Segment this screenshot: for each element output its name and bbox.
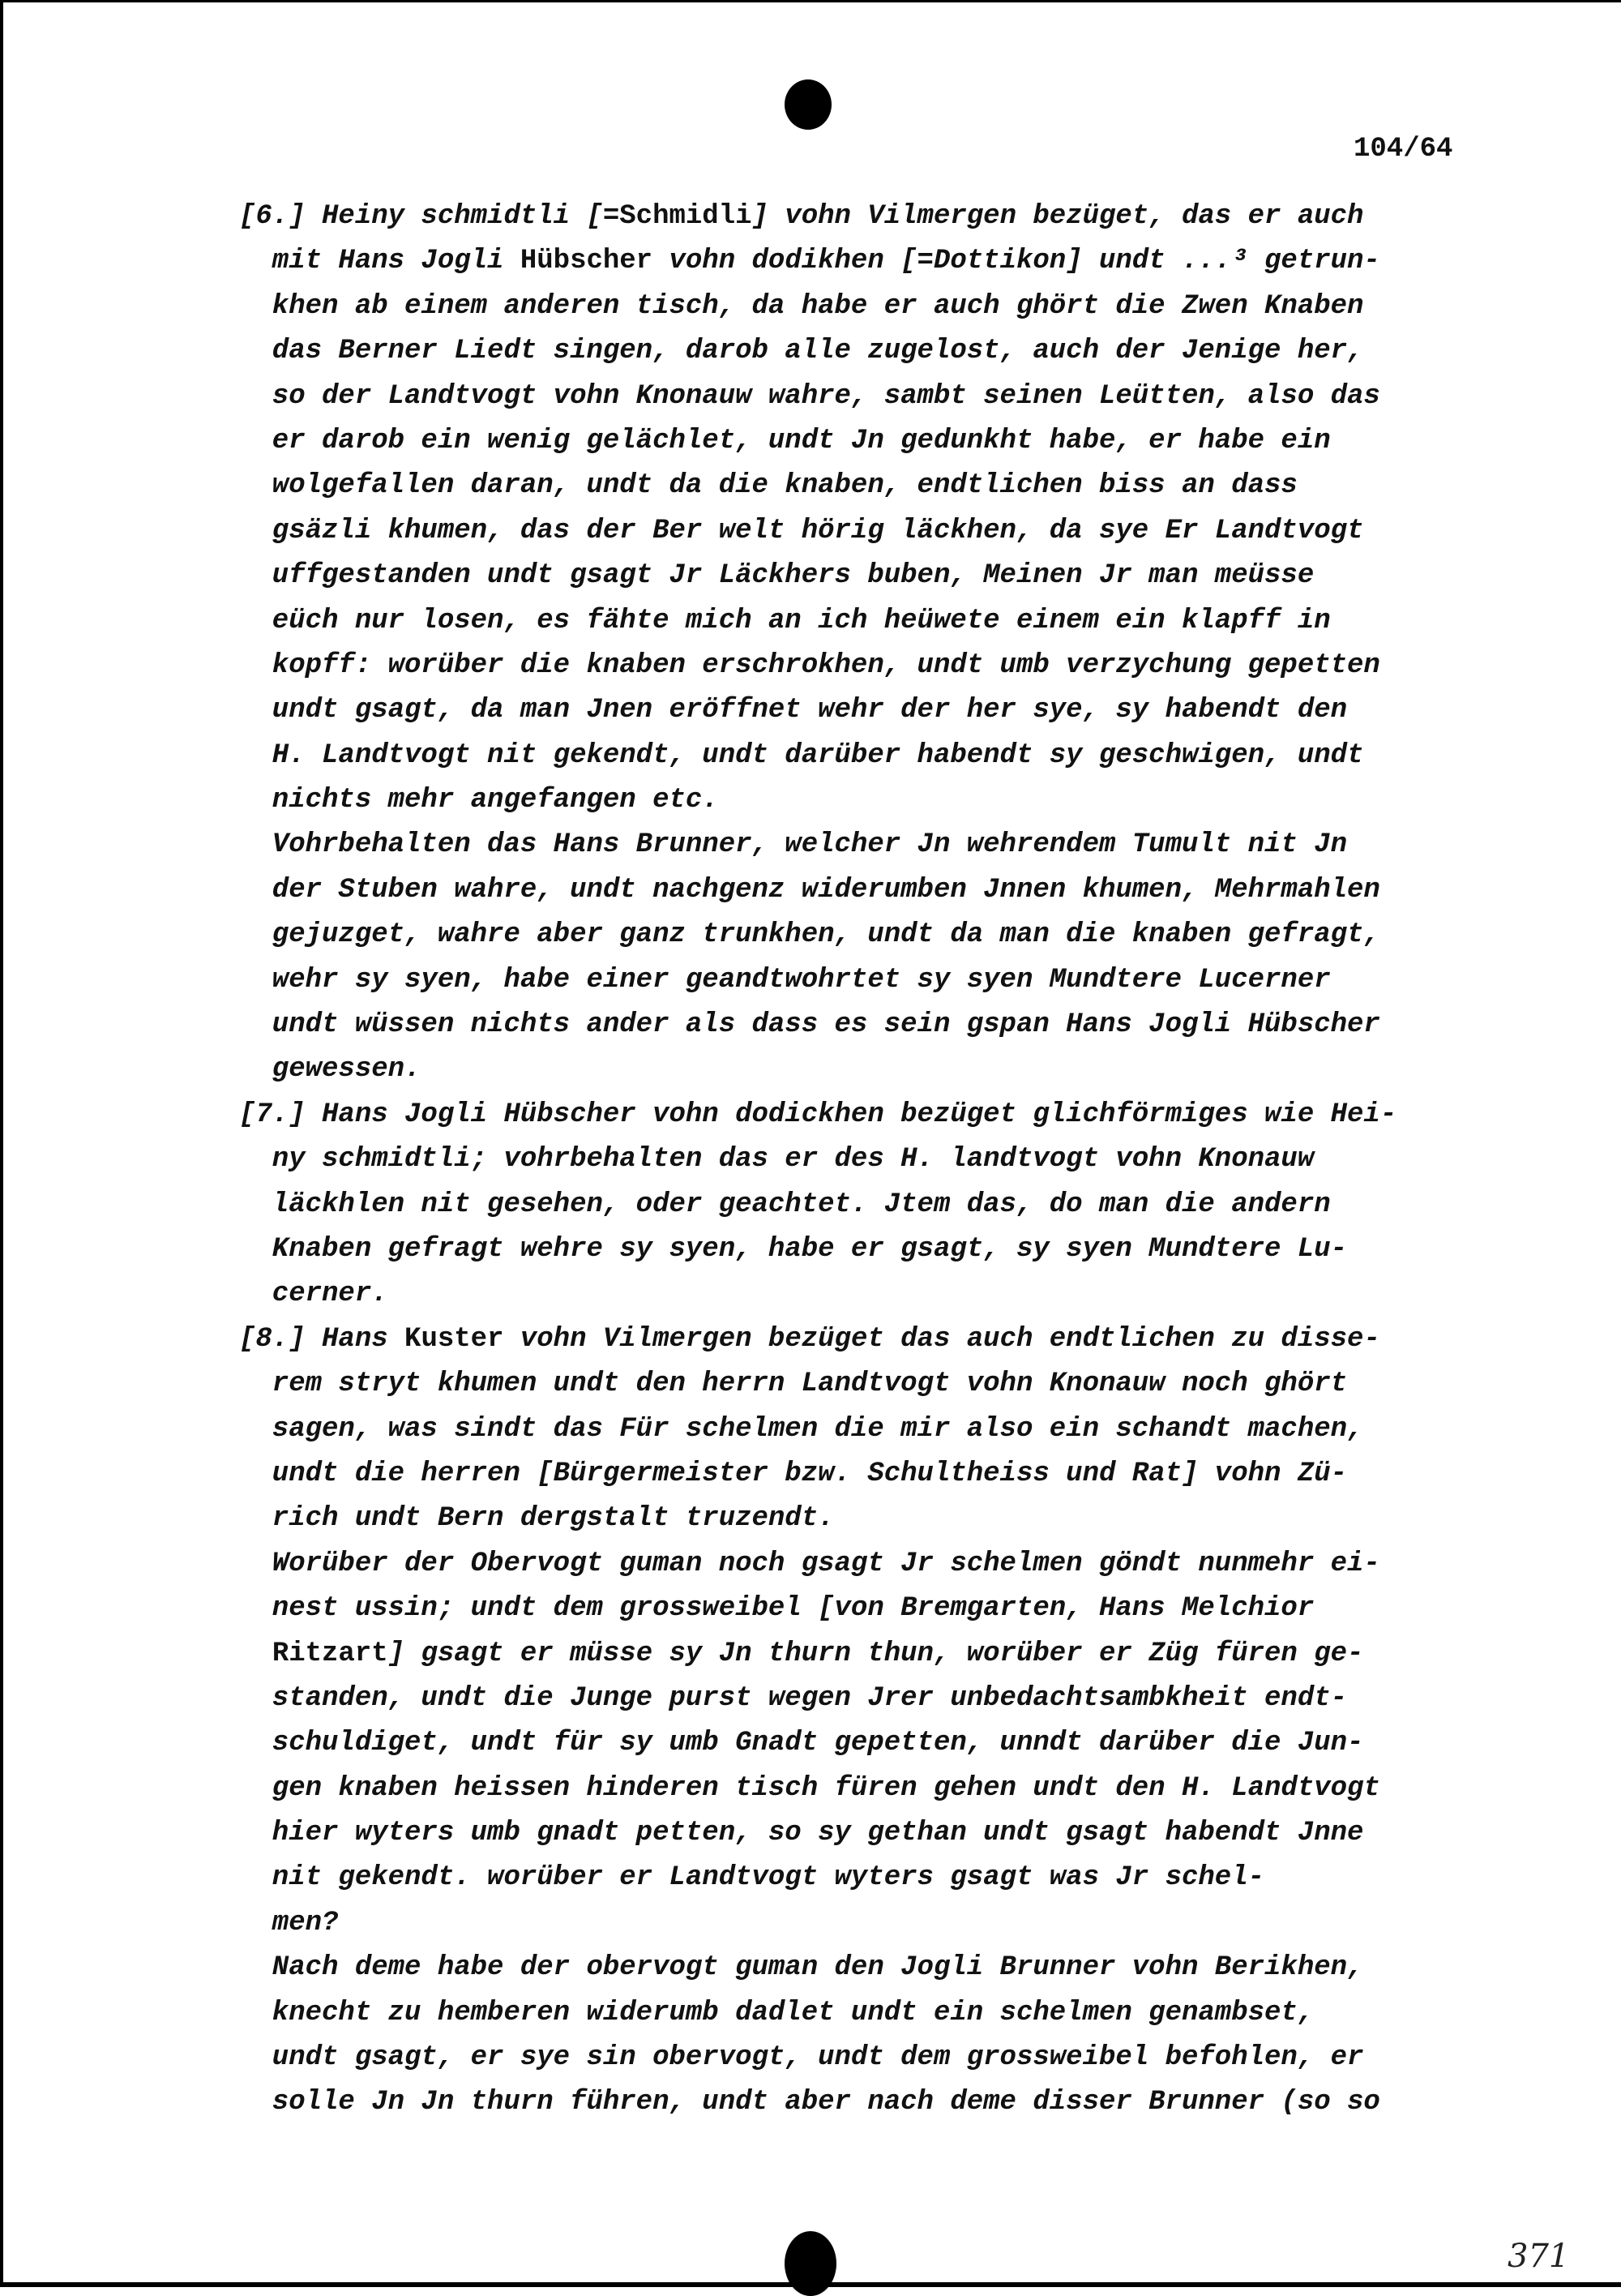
punch-hole-top <box>785 79 832 130</box>
text-segment: gen knaben heissen hinderen tisch füren gehen undt den H. Landtvogt <box>239 1772 1380 1804</box>
text-segment: nest ussin; undt dem grossweibel [von Bremgarten, Hans Melchior <box>239 1593 1315 1625</box>
text-segment: rich undt Bern dergstalt truzendt. <box>239 1503 835 1535</box>
text-segment: wolgefallen daran, undt da die knaben, endtlichen biss an dass <box>239 470 1298 502</box>
text-segment: gewessen. <box>239 1054 421 1086</box>
text-line <box>239 1047 1503 1092</box>
text-line <box>239 599 1503 644</box>
text-line <box>239 778 1503 823</box>
text-line <box>239 2080 1503 2125</box>
text-segment: khen ab einem anderen tisch, da habe er auch ghört die Zwen Knaben <box>239 290 1364 322</box>
text-line <box>239 1856 1503 1900</box>
text-segment: vohn dodikhen [=Dottikon] undt ...³ getrun- <box>652 246 1380 277</box>
text-segment: standen, undt die Junge purst wegen Jrer unbedachtsambkheit endt- <box>239 1682 1348 1714</box>
text-line <box>239 1497 1503 1541</box>
text-line <box>239 239 1503 284</box>
text-segment: er darob ein wenig gelächlet, undt Jn gedunkht habe, er habe ein <box>239 425 1331 456</box>
text-segment: läckhlen nit gesehen, oder geachtet. Jtem das, do man die andern <box>239 1189 1331 1220</box>
text-segment: ] vohn Vilmergen bezüget, das er auch <box>751 201 1364 232</box>
text-line <box>239 1632 1503 1677</box>
text-segment: men? <box>239 1907 339 1938</box>
text-segment: rem stryt khumen undt den herrn Landtvogt vohn Knonauw noch ghört <box>239 1369 1348 1400</box>
text-segment: ] gsagt er müsse sy Jn thurn thun, worüber er Züg füren ge- <box>387 1638 1364 1669</box>
text-line <box>239 1183 1503 1227</box>
text-line <box>239 419 1503 464</box>
text-segment: nit gekendt. worüber er Landtvogt wyters gsagt was Jr schel- <box>239 1862 1265 1894</box>
text-line <box>239 823 1503 867</box>
text-segment: Worüber der Obervogt guman noch gsagt Jr schelmen göndt nunmehr ei- <box>239 1548 1380 1579</box>
text-segment: solle Jn Jn thurn führen, undt aber nach deme disser Brunner (so so <box>239 2087 1380 2118</box>
text-segment: eüch nur losen, es fähte mich an ich heüwete einem ein klapff in <box>239 605 1331 636</box>
text-line <box>239 1767 1503 1811</box>
scan-border-left <box>0 0 3 2287</box>
text-segment: undt die herren [Bürgermeister bzw. Schultheiss und Rat] vohn Zü- <box>239 1458 1348 1489</box>
bold-name: Kuster <box>404 1323 504 1355</box>
text-line <box>239 1407 1503 1452</box>
text-line <box>239 1137 1503 1182</box>
text-line <box>239 1901 1503 1946</box>
text-segment: nichts mehr angefangen etc. <box>239 785 719 816</box>
text-segment: [8.] Hans <box>239 1323 405 1355</box>
text-line <box>239 1811 1503 1856</box>
text-line <box>239 1272 1503 1317</box>
text-line <box>239 1587 1503 1631</box>
text-line <box>239 958 1503 1003</box>
handwritten-folio-number: 371 <box>1508 2238 1570 2275</box>
text-line <box>239 1317 1503 1362</box>
text-segment: ny schmidtli; vohrbehalten das er des H. landtvogt vohn Knonauw <box>239 1144 1315 1176</box>
text-line <box>239 509 1503 554</box>
text-segment: gejuzget, wahre aber ganz trunkhen, undt da man die knaben gefragt, <box>239 919 1380 951</box>
text-line <box>239 1542 1503 1587</box>
text-segment: hier wyters umb gnadt petten, so sy gethan undt gsagt habendt Jnne <box>239 1818 1364 1849</box>
text-line <box>239 2036 1503 2080</box>
scan-border-top <box>0 0 1621 2</box>
text-line <box>239 375 1503 419</box>
text-line <box>239 195 1503 239</box>
bold-name: Schmidli <box>619 201 752 232</box>
text-segment: [6.] Heiny schmidtli [= <box>239 201 620 232</box>
text-segment: mit Hans Jogli <box>239 246 520 277</box>
bold-name: Hübscher <box>520 246 653 277</box>
bold-name: Ritzart <box>272 1638 388 1669</box>
text-line <box>239 734 1503 778</box>
text-line <box>239 1093 1503 1137</box>
text-segment: Nach deme habe der obervogt guman den Jogli Brunner vohn Berikhen, <box>239 1952 1364 1984</box>
text-line <box>239 1721 1503 1766</box>
text-segment: undt gsagt, er sye sin obervogt, undt dem grossweibel befohlen, er <box>239 2042 1364 2074</box>
text-segment: das Berner Liedt singen, darob alle zugelost, auch der Jenige her, <box>239 336 1364 367</box>
text-segment: Vohrbehalten das Hans Brunner, welcher Jn wehrendem Tumult nit Jn <box>239 829 1348 861</box>
text-segment: undt wüssen nichts ander als dass es sein gspan Hans Jogli Hübscher <box>239 1009 1380 1041</box>
text-line <box>239 329 1503 374</box>
text-segment: undt gsagt, da man Jnen eröffnet wehr der her sye, sy habendt den <box>239 695 1348 726</box>
text-segment: vohn Vilmergen bezüget das auch endtlichen zu disse- <box>503 1323 1380 1355</box>
text-line <box>239 554 1503 598</box>
punch-hole-bottom <box>785 2231 836 2296</box>
text-line <box>239 1003 1503 1047</box>
text-line <box>239 1362 1503 1407</box>
transcript-body <box>239 195 1503 2126</box>
text-segment: gsäzli khumen, das der Ber welt hörig läckhen, da sye Er Landtvogt <box>239 515 1364 546</box>
text-line <box>239 1946 1503 1990</box>
page-number: 104/64 <box>1354 134 1453 165</box>
text-segment: cerner. <box>239 1279 388 1310</box>
text-line <box>239 1677 1503 1721</box>
text-line <box>239 688 1503 733</box>
text-line <box>239 868 1503 913</box>
text-segment <box>239 1638 272 1669</box>
text-segment: knecht zu hemberen widerumb dadlet undt ein schelmen genambset, <box>239 1997 1315 2028</box>
text-line <box>239 1452 1503 1497</box>
text-segment: uffgestanden undt gsagt Jr Läckhers buben, Meinen Jr man meüsse <box>239 560 1315 592</box>
text-segment: so der Landtvogt vohn Knonauw wahre, sambt seinen Leütten, also das <box>239 380 1380 412</box>
text-line <box>239 285 1503 329</box>
text-line <box>239 464 1503 508</box>
text-segment: [7.] Hans Jogli Hübscher vohn dodickhen bezüget glichförmiges wie Hei- <box>239 1099 1397 1130</box>
text-segment: schuldiget, undt für sy umb Gnadt gepetten, unndt darüber die Jun- <box>239 1728 1364 1759</box>
text-line <box>239 913 1503 957</box>
text-segment: Knaben gefragt wehre sy syen, habe er gsagt, sy syen Mundtere Lu- <box>239 1233 1348 1265</box>
text-segment: kopff: worüber die knaben erschrokhen, undt umb verzychung gepetten <box>239 649 1380 681</box>
text-line <box>239 644 1503 688</box>
text-segment: wehr sy syen, habe einer geandtwohrtet sy syen Mundtere Lucerner <box>239 964 1331 996</box>
text-segment: sagen, was sindt das Für schelmen die mir also ein schandt machen, <box>239 1413 1364 1445</box>
text-line <box>239 1991 1503 2036</box>
text-segment: der Stuben wahre, undt nachgenz widerumben Jnnen khumen, Mehrmahlen <box>239 874 1380 906</box>
text-segment: H. Landtvogt nit gekendt, undt darüber habendt sy geschwigen, undt <box>239 739 1364 771</box>
text-line <box>239 1227 1503 1272</box>
